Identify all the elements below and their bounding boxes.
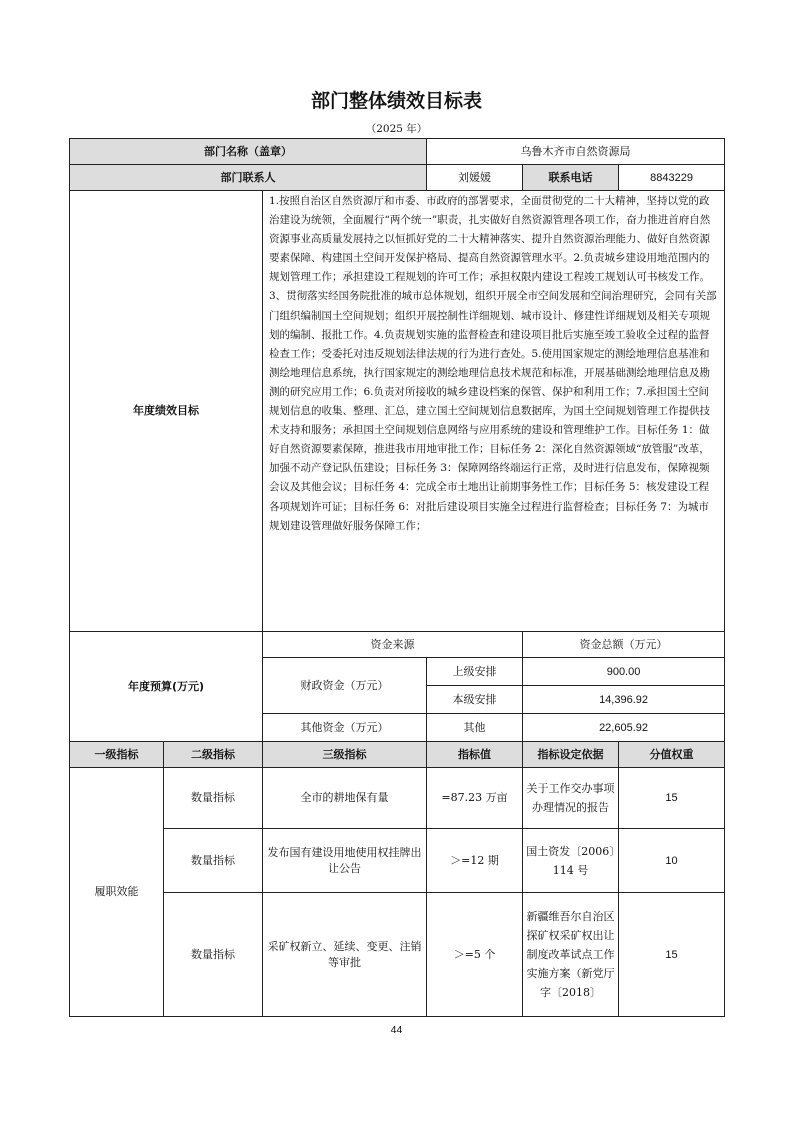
goal-label: 年度绩效目标 [70,191,263,632]
basis-cell: 新疆维吾尔自治区探矿权采矿权出让制度改革试点工作实施方案（新党厅字〔2018〕 [523,893,619,1017]
basis-cell: 关于工作交办事项办理情况的报告 [523,768,619,829]
page-number: 44 [390,1024,403,1036]
table-row [70,768,725,829]
phone-label: 联系电话 [523,165,619,191]
weight-cell: 10 [619,829,725,893]
contact-value: 刘媛媛 [427,165,523,191]
level1-cell: 履职效能 [70,768,164,1017]
dept-label: 部门名称（盖章） [70,139,427,165]
dept-row [70,139,725,165]
level3-cell: 全市的耕地保有量 [263,768,427,829]
header-level2: 二级指标 [164,742,263,768]
table-row [70,893,725,1017]
level2-cell: 数量指标 [164,829,263,893]
local-label: 本级安排 [427,686,523,714]
weight-cell: 15 [619,893,725,1017]
fiscal-label: 财政资金（万元） [263,658,427,714]
other-sub-label: 其他 [427,714,523,742]
other-label: 其他资金（万元） [263,714,427,742]
basis-cell: 国土资发〔2006〕114 号 [523,829,619,893]
phone-value: 8843229 [619,165,725,191]
local-value: 14,396.92 [523,686,725,714]
table-row [70,829,725,893]
year-label: （2025 年） [365,123,428,135]
performance-table [69,138,725,1017]
header-value: 指标值 [427,742,523,768]
dept-value: 乌鲁木齐市自然资源局 [427,139,725,165]
header-weight: 分值权重 [619,742,725,768]
header-level3: 三级指标 [263,742,427,768]
indicator-header-row [70,742,725,768]
other-value: 22,605.92 [523,714,725,742]
budget-label: 年度预算(万元) [70,632,263,742]
contact-row [70,165,725,191]
total-header: 资金总额（万元） [523,632,725,658]
upper-value: 900.00 [523,658,725,686]
budget-header-row [70,632,725,658]
weight-cell: 15 [619,768,725,829]
level2-cell: 数量指标 [164,768,263,829]
level3-cell: 发布国有建设用地使用权挂牌出让公告 [263,829,427,893]
header-basis: 指标设定依据 [523,742,619,768]
value-cell: ＞=12 期 [427,829,523,893]
goal-row [70,191,725,632]
header-level1: 一级指标 [70,742,164,768]
page-title: 部门整体绩效目标表 [310,90,482,112]
level3-cell: 采矿权新立、延续、变更、注销等审批 [263,893,427,1017]
source-header: 资金来源 [263,632,523,658]
value-cell: ＞=5 个 [427,893,523,1017]
contact-label: 部门联系人 [70,165,427,191]
level2-cell: 数量指标 [164,893,263,1017]
goal-text: 1.按照自治区自然资源厅和市委、市政府的部署要求，全面贯彻党的二十大精神，坚持以党的政治建设为统领，全面履行“两个统一”职责，扎实做好自然资源管理各项工作，奋力推进首府自然资源事业高质量发展持之以恒抓好党的二十大精神落实、提升自然资源治理能力、做好自然资源要素保障、构建国土空间开发保护格局、提高自然资源管理水平。2.负责城乡建设用地范围内的规划管理工作；承担建设工程规划的许可工作；承担权限内建设工程竣工规划认可书核发工作。3、贯彻落实经国务院批准的城市总体规划，组织开展全市空间发展和空间治理研究，会同有关部门组织编制国土空间规划；组织开展控制性详细规划、城市设计、修建性详细规划及相关专项规划的编制、报批工作。4.负责规划实施的监督检查和建设项目批后实施至竣工验收全过程的监督检查工作；受委托对违反规划法律法规的行为进行查处。5.使用国家规定的测绘地理信息基准和测绘地理信息系统，执行国家规定的测绘地理信息技术规范和标准，开展基础测绘地理信息及勘测的研究应用工作；6.负责对所接收的城乡建设档案的保管、保护和利用工作；7.承担国土空间规划信息的收集、整理、汇总，建立国土空间规划信息数据库，为国土空间规划管理工作提供技术支持和服务；承担国土空间规划信息网络与应用系统的建设和管理维护工作。目标任务 1：做好自然资源要素保障，推进我市用地审批工作；目标任务 2：深化自然资源领域“放管服”改革，加强不动产登记队伍建设；目标任务 3：保障网络终端运行正常，及时进行信息发布，保障视频会议及其他会议；目标任务 4：完成全市土地出让前期事务性工作；目标任务 5：核发建设工程各项规划许可证；目标任务 6：对批后建设项目实施全过程进行监督检查；目标任务 7：为城市规划建设管理做好服务保障工作； [263,191,725,632]
value-cell: =87.23 万亩 [427,768,523,829]
upper-label: 上级安排 [427,658,523,686]
